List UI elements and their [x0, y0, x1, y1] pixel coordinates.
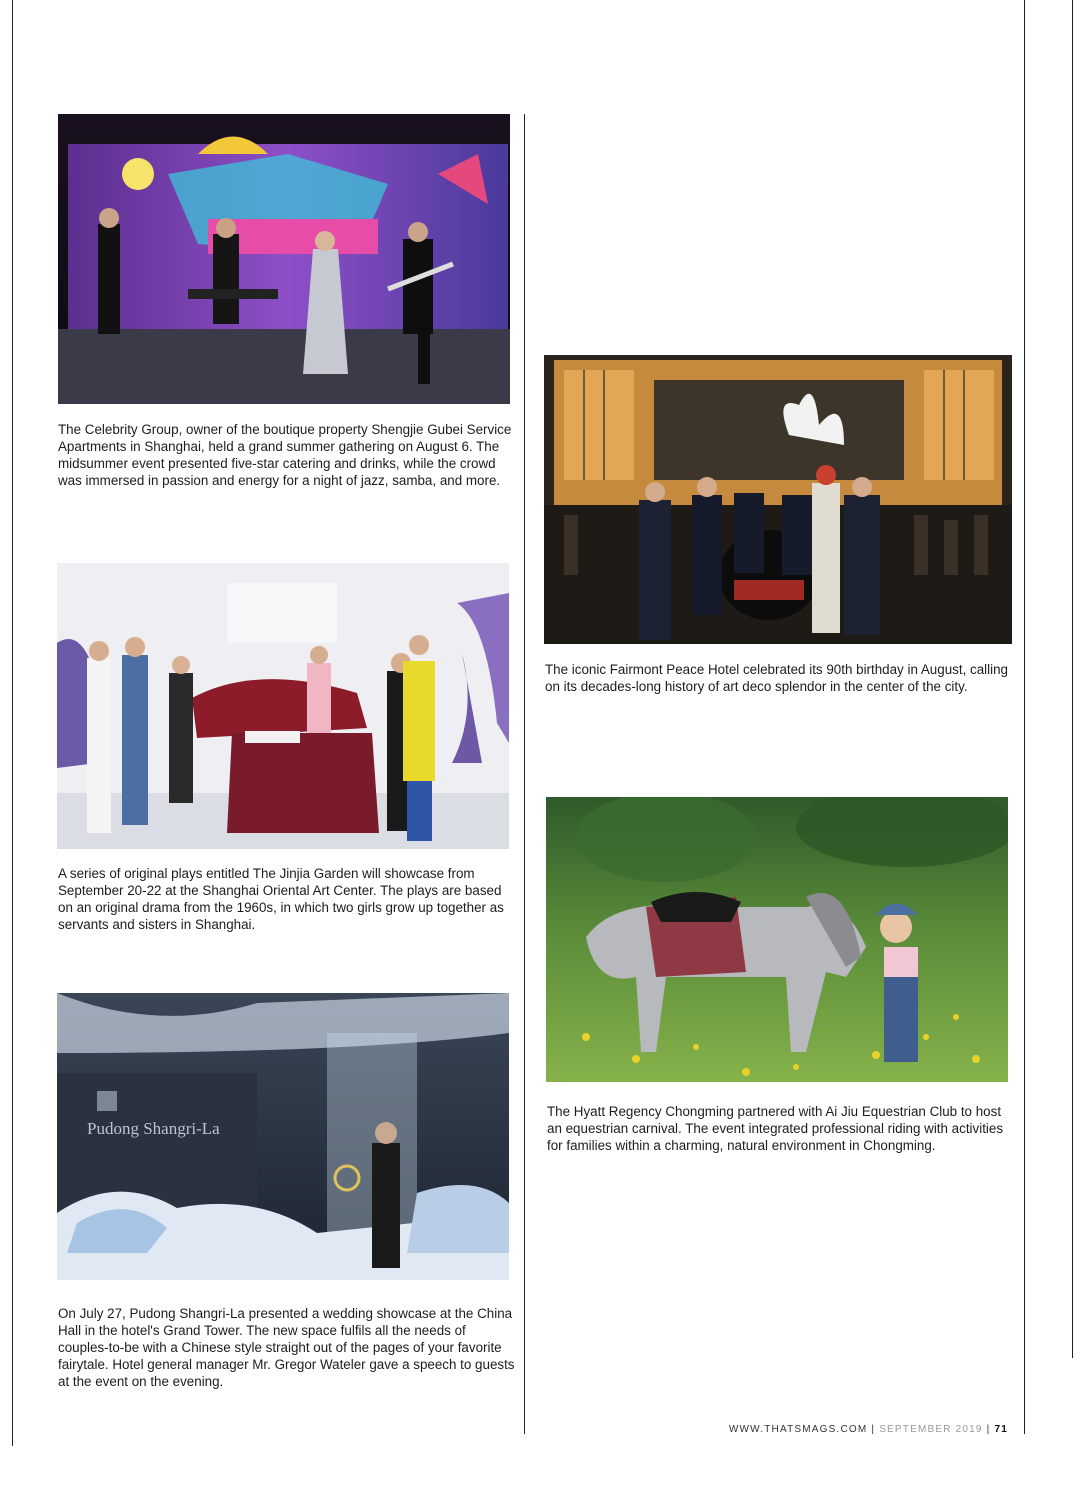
footer-website: WWW.THATSMAGS.COM [728, 1424, 868, 1435]
right-edge-rule [1072, 0, 1073, 1358]
story-caption-jinjia-garden: A series of original plays entitled The Jinjia Garden will showcase from September 20-22 at the Shanghai Oriental Art Center. The plays are based on an original drama from the 1960s, in which two girls grow up together as servants and sisters in Shanghai. [58, 866, 504, 932]
story-caption-pudong-shangri-la: On July 27, Pudong Shangri-La presented a wedding showcase at the China Hall in the hotel's Grand Tower. The new space fulfils all the needs of couples-to-be with a Chinese style straight out of the pages of your favorite fairytale. Hotel general manager Mr. Gregor Wateler gave a speech to guests at the event on the evening. [58, 1306, 515, 1389]
footer-separator: | [867, 1424, 880, 1435]
pudong-shangri-la-signage-text: Pudong Shangri-La [87, 1119, 220, 1138]
page-footer [729, 1424, 1008, 1435]
story-caption-fairmont-peace-hotel: The iconic Fairmont Peace Hotel celebrated its 90th birthday in August, calling on its decades-long history of art deco splendor in the center of the city. [545, 662, 1008, 694]
hotel-anniversary-ceremony-photo [544, 355, 1012, 644]
page-number: 71 [994, 1424, 1008, 1435]
left-margin-rule [12, 0, 13, 1446]
unveiling-ceremony-photo [57, 563, 509, 849]
wedding-showcase-speech-photo [57, 993, 509, 1280]
girl-with-pony-photo [546, 797, 1008, 1082]
column-divider-rule [524, 114, 525, 1434]
right-margin-rule [1024, 0, 1025, 1434]
story-caption-celebrity-group: The Celebrity Group, owner of the boutique property Shengjie Gubei Service Apartments in Shanghai, held a grand summer gathering on August 6. The midsummer event presented five-star catering and drinks, while the crowd was immersed in passion and energy for a night of jazz, samba, and more. [58, 422, 512, 488]
band-performing-on-stage-photo [58, 114, 510, 404]
story-caption-hyatt-regency-chongming: The Hyatt Regency Chongming partnered with Ai Jiu Equestrian Club to host an equestrian carnival. The event integrated professional riding with activities for families within a charming, natural environment in Chongming. [547, 1104, 1004, 1153]
footer-separator-2: | [982, 1424, 995, 1435]
footer-issue-month: SEPTEMBER 2019 [879, 1424, 983, 1435]
